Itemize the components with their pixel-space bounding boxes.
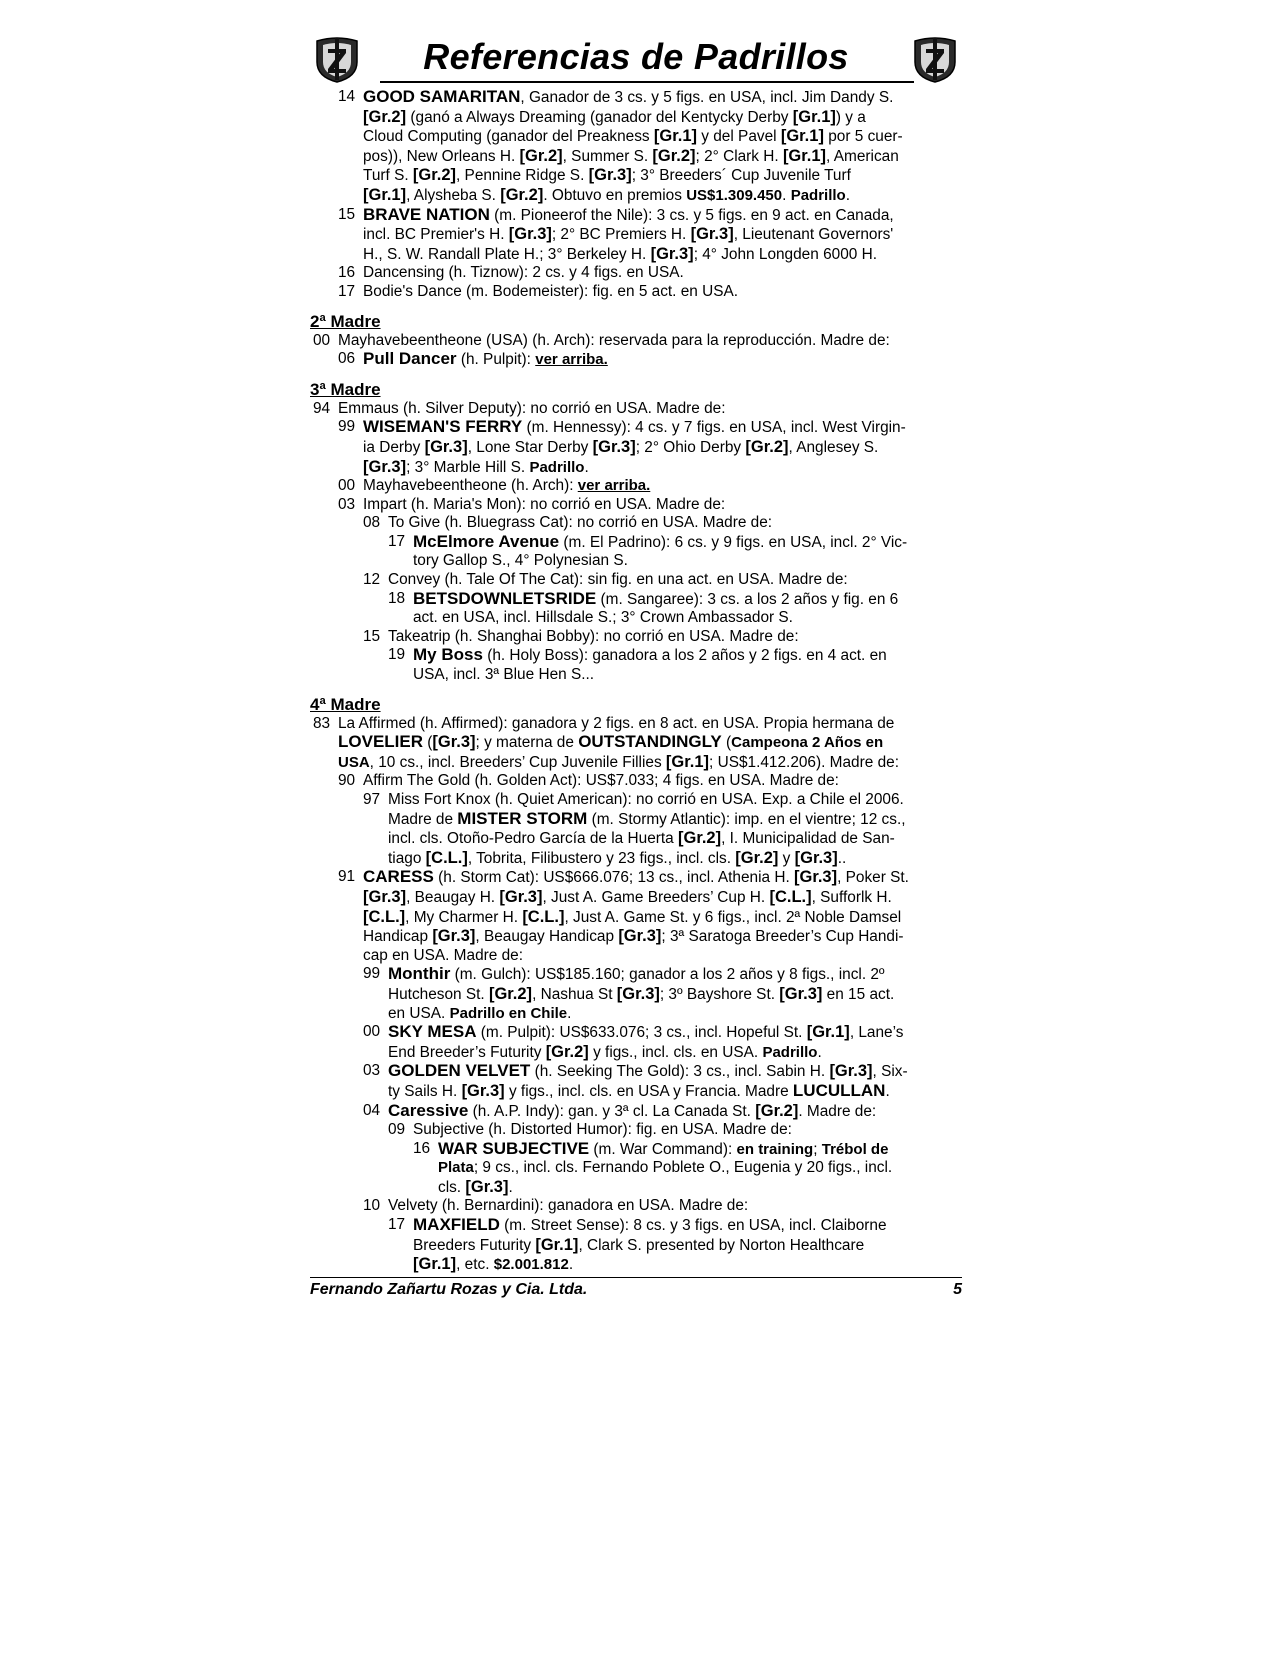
- text-line: [310, 477, 962, 496]
- text-segment: ; 2° Ohio Derby: [635, 438, 746, 456]
- text-segment: Convey (h. Tale Of The Cat): sin fig. en una act. en USA. Madre de:: [388, 571, 848, 589]
- text-segment: Miss Fort Knox (h. Quiet American): no corrió en USA. Exp. a Chile el 2006.: [388, 791, 904, 808]
- horse-name: Monthir: [388, 964, 451, 984]
- text-segment: . Madre de:: [798, 1102, 877, 1120]
- entry-year: 91: [338, 868, 356, 886]
- text-segment: ) y a: [835, 108, 866, 126]
- grade-label: [C.L.]: [769, 887, 812, 906]
- text-segment: , Ganador de 3 cs. y 5 figs. en USA, incl. Jim Dandy S.: [520, 89, 894, 106]
- text-line: [310, 514, 962, 533]
- text-segment: (m. Stormy Atlantic): imp. en el vientre; 12 cs.,: [587, 810, 906, 828]
- text-segment: en training: [736, 1140, 814, 1158]
- text-segment: , Poker St.: [837, 869, 909, 887]
- text-segment: incl. BC Premier's H.: [363, 226, 509, 244]
- text-segment: ; 2° Clark H.: [695, 147, 783, 165]
- text-line: [310, 715, 962, 734]
- grade-label: [Gr.3]: [592, 437, 636, 456]
- text-segment: , American: [826, 147, 899, 165]
- text-segment: .: [845, 186, 850, 204]
- text-line: [310, 186, 962, 206]
- text-segment: ..: [837, 849, 847, 867]
- entry-year: 18: [388, 589, 406, 607]
- text-line: [310, 628, 962, 647]
- text-line: [310, 1102, 962, 1122]
- text-segment: , Lone Star Derby: [467, 438, 593, 456]
- text-line: [310, 609, 962, 628]
- text-segment: ver arriba.: [535, 351, 608, 369]
- page-title: Referencias de Padrillos: [423, 36, 849, 77]
- text-segment: Madre de: [388, 810, 458, 828]
- text-segment: (h. Holy Boss): ganadora a los 2 años y 2 figs. en 4 act. en: [482, 647, 887, 665]
- text-segment: (m. Gulch): US$185.160; ganador a los 2 años y 8 figs., incl. 2º: [450, 966, 885, 984]
- text-line: [310, 1062, 962, 1082]
- text-segment: ; 4° John Longden 6000 H.: [693, 245, 877, 263]
- text-line: [310, 88, 962, 108]
- text-segment: ty Sails H.: [388, 1082, 462, 1100]
- text-segment: cls.: [438, 1178, 466, 1196]
- grade-label: [Gr.1]: [806, 1023, 850, 1042]
- text-line: [310, 1236, 962, 1256]
- text-line: [310, 245, 962, 265]
- text-line: [310, 965, 962, 985]
- grade-label: [Gr.3]: [363, 887, 407, 906]
- text-segment: , Lieutenant Governors': [733, 226, 894, 244]
- text-segment: ; y materna de: [475, 734, 579, 752]
- text-segment: Campeona 2 Años en: [731, 734, 884, 752]
- grade-label: [Gr.3]: [465, 1177, 509, 1196]
- text-segment: Breeders Futurity: [413, 1236, 536, 1254]
- text-segment: Turf S.: [363, 167, 413, 185]
- grade-label: [Gr.3]: [794, 868, 838, 887]
- horse-name: MAXFIELD: [413, 1215, 500, 1235]
- text-line: [310, 888, 962, 908]
- text-segment: ;: [813, 1140, 822, 1158]
- text-segment: (h. A.P. Indy): gan. y 3ª cl. La Canada St.: [468, 1102, 756, 1120]
- pedigree-content: [310, 88, 962, 1275]
- text-segment: (h. Storm Cat): US$666.076; 13 cs., incl. Athenia H.: [433, 869, 794, 887]
- text-segment: . Obtuvo en premios: [543, 186, 687, 204]
- section-heading: 4ª Madre: [310, 694, 381, 714]
- entry-year: 15: [338, 205, 356, 223]
- text-segment: $2.001.812: [493, 1256, 569, 1274]
- grade-label: [Gr.1]: [780, 127, 824, 146]
- horse-name: LOVELIER: [338, 732, 424, 752]
- text-line: [310, 753, 962, 773]
- entry-year: 16: [413, 1139, 431, 1157]
- entry-year: 16: [338, 264, 356, 282]
- horse-name: LUCULLAN: [792, 1080, 886, 1100]
- text-segment: , Alysheba S.: [406, 186, 501, 204]
- text-line: [310, 458, 962, 478]
- text-segment: y del Pavel: [697, 128, 781, 146]
- text-line: [310, 147, 962, 167]
- text-segment: , I. Municipalidad de San-: [721, 830, 895, 848]
- text-line: [310, 1043, 962, 1063]
- text-line: [310, 166, 962, 186]
- text-line: [310, 225, 962, 245]
- text-segment: ; 3° Marble Hill S.: [406, 458, 530, 476]
- text-line: [310, 418, 962, 438]
- text-line: [310, 1159, 962, 1178]
- text-segment: , Sufforlk H.: [811, 888, 892, 906]
- horse-name: Caressive: [388, 1100, 469, 1120]
- text-segment: Mayhavebeentheone (h. Arch):: [363, 477, 578, 495]
- text-line: [310, 1023, 962, 1043]
- grade-label: [Gr.2]: [412, 166, 456, 185]
- text-segment: .: [885, 1082, 890, 1100]
- text-segment: en 15 act.: [822, 985, 895, 1003]
- text-segment: Handicap: [363, 928, 433, 946]
- entry-year: 00: [313, 331, 331, 349]
- text-segment: US$1.309.450: [686, 186, 783, 204]
- text-line: [310, 772, 962, 791]
- entry-year: 90: [338, 772, 356, 790]
- text-line: [310, 350, 962, 370]
- text-segment: , Clark S. presented by Norton Healthcare: [578, 1236, 865, 1254]
- grade-label: [Gr.1]: [363, 185, 407, 204]
- text-segment: tory Gallop S., 4° Polynesian S.: [413, 552, 628, 570]
- entry-year: 03: [363, 1062, 381, 1080]
- grade-label: [Gr.2]: [735, 848, 779, 867]
- text-line: [310, 206, 962, 226]
- text-segment: ; 9 cs., incl. cls. Fernando Poblete O., Eugenia y 20 figs., incl.: [473, 1159, 893, 1177]
- text-segment: (ganó a Always Dreaming (ganador del Kentycky Derby: [406, 108, 793, 126]
- entry-year: 17: [388, 1216, 406, 1234]
- text-segment: , Nashua St: [532, 985, 617, 1003]
- entry-year: 00: [338, 477, 356, 495]
- text-segment: Subjective (h. Distorted Humor): fig. en USA. Madre de:: [413, 1121, 792, 1139]
- text-segment: .: [567, 1004, 572, 1022]
- text-segment: To Give (h. Bluegrass Cat): no corrió en USA. Madre de:: [388, 514, 773, 532]
- text-segment: , Six-: [872, 1063, 908, 1081]
- text-segment: Emmaus (h. Silver Deputy): no corrió en USA. Madre de:: [338, 399, 726, 417]
- text-line: [310, 849, 962, 869]
- text-line: [310, 496, 962, 515]
- text-line: [310, 108, 962, 128]
- horse-name: SKY MESA: [388, 1022, 477, 1042]
- text-segment: ; 2° BC Premiers H.: [551, 226, 691, 244]
- text-segment: (m. Street Sense): 8 cs. y 3 figs. en USA, incl. Claiborne: [499, 1217, 887, 1235]
- grade-label: [C.L.]: [522, 907, 565, 926]
- text-line: [310, 810, 962, 830]
- text-segment: por 5 cuer-: [823, 128, 903, 146]
- horse-name: MISTER STORM: [457, 808, 588, 828]
- grade-label: [Gr.1]: [665, 752, 710, 771]
- grade-label: [Gr.3]: [363, 457, 407, 476]
- grade-label: [Gr.1]: [792, 107, 836, 126]
- text-segment: Cloud Computing (ganador del Preakness: [363, 128, 654, 146]
- text-line: [310, 791, 962, 810]
- grade-label: [Gr.3]: [499, 887, 543, 906]
- grade-label: [C.L.]: [425, 848, 468, 867]
- text-line: [310, 733, 962, 753]
- text-segment: (m. El Padrino): 6 cs. y 9 figs. en USA, incl. 2° Vic-: [559, 533, 908, 551]
- entry-year: 03: [338, 495, 356, 513]
- grade-label: [Gr.1]: [413, 1255, 457, 1274]
- entry-year: 99: [363, 965, 381, 983]
- grade-label: [Gr.3]: [650, 244, 694, 263]
- text-line: [310, 332, 962, 351]
- text-segment: , Beaugay Handicap: [475, 928, 619, 946]
- text-segment: ; 3ª Saratoga Breeder’s Cup Handi-: [661, 928, 904, 946]
- text-segment: , 10 cs., incl. Breeders’ Cup Juvenile Fillies: [369, 753, 666, 771]
- entry-year: 99: [338, 418, 356, 436]
- entry-year: 97: [363, 791, 381, 808]
- entry-year: 09: [388, 1121, 406, 1139]
- grade-label: [Gr.1]: [535, 1235, 579, 1254]
- horse-name: GOLDEN VELVET: [388, 1061, 531, 1081]
- text-line: [310, 1082, 962, 1102]
- entry-year: 94: [313, 399, 331, 417]
- horse-name: WAR SUBJECTIVE: [438, 1138, 590, 1158]
- text-segment: , Anglesey S.: [788, 438, 879, 456]
- text-segment: y figs., incl. cls. en USA.: [588, 1043, 763, 1061]
- text-segment: , Beaugay H.: [406, 888, 500, 906]
- grade-label: [Gr.3]: [424, 437, 468, 456]
- grade-label: [Gr.2]: [545, 1042, 589, 1061]
- text-segment: Affirm The Gold (h. Golden Act): US$7.033; 4 figs. en USA. Madre de:: [363, 772, 839, 790]
- horse-name: WISEMAN'S FERRY: [363, 417, 523, 437]
- text-segment: Takeatrip (h. Shanghai Bobby): no corrió en USA. Madre de:: [388, 627, 799, 645]
- text-segment: Padrillo: [790, 186, 846, 204]
- grade-label: [Gr.2]: [652, 146, 696, 165]
- text-line: [310, 947, 962, 966]
- text-segment: , etc.: [456, 1256, 494, 1274]
- text-line: [310, 646, 962, 666]
- text-segment: (m. Pioneerof the Nile): 3 cs. y 5 figs. en 9 act. en Canada,: [489, 206, 894, 224]
- text-segment: incl. cls. Otoño-Pedro García de la Huerta: [388, 830, 678, 848]
- grade-label: [Gr.1]: [653, 127, 697, 146]
- text-segment: y: [778, 849, 795, 867]
- text-segment: , Just A. Game Breeders’ Cup H.: [542, 888, 770, 906]
- header-rule: [380, 81, 914, 83]
- horse-name: GOOD SAMARITAN: [363, 87, 521, 106]
- text-segment: (h. Pulpit):: [456, 351, 536, 369]
- grade-label: [Gr.2]: [363, 107, 407, 126]
- entry-year: 17: [338, 282, 356, 300]
- text-segment: (m. War Command):: [589, 1140, 737, 1158]
- grade-label: [Gr.3]: [616, 984, 660, 1003]
- text-line: [310, 590, 962, 610]
- text-segment: .: [508, 1178, 513, 1196]
- text-line: [310, 1197, 962, 1216]
- text-segment: (m. Pulpit): US$633.076; 3 cs., incl. Hopeful St.: [476, 1024, 807, 1042]
- entry-year: 17: [388, 532, 406, 550]
- text-line: [310, 1140, 962, 1160]
- grade-label: [Gr.3]: [588, 166, 632, 185]
- text-segment: Mayhavebeentheone (USA) (h. Arch): reservada para la reproducción. Madre de:: [338, 331, 890, 349]
- entry-year: 00: [363, 1023, 381, 1041]
- text-segment: Hutcheson St.: [388, 985, 489, 1003]
- text-segment: USA: [338, 753, 370, 771]
- text-segment: Padrillo: [762, 1043, 818, 1061]
- text-line: [310, 868, 962, 888]
- text-segment: Dancensing (h. Tiznow): 2 cs. y 4 figs. en USA.: [363, 264, 684, 282]
- text-line: [310, 1005, 962, 1024]
- text-segment: , Just A. Game St. y 6 figs., incl. 2ª Noble Damsel: [564, 908, 902, 926]
- text-line: [310, 127, 962, 147]
- grade-label: [Gr.3]: [508, 225, 552, 244]
- text-segment: , My Charmer H.: [405, 908, 523, 926]
- text-segment: ia Derby: [363, 438, 425, 456]
- text-segment: .: [782, 186, 791, 204]
- grade-label: [Gr.2]: [755, 1101, 799, 1120]
- grade-label: [Gr.3]: [618, 927, 662, 946]
- text-segment: (h. Seeking The Gold): 3 cs., incl. Sabin H.: [530, 1063, 830, 1081]
- grade-label: [Gr.3]: [461, 1081, 505, 1100]
- entry-year: 12: [363, 571, 381, 589]
- horse-name: BETSDOWNLETSRIDE: [413, 588, 597, 608]
- text-line: [310, 1178, 962, 1198]
- text-line: [310, 1255, 962, 1275]
- grade-label: [Gr.3]: [432, 927, 476, 946]
- text-line: [310, 666, 962, 685]
- entry-year: 19: [388, 646, 406, 664]
- text-line: [310, 1216, 962, 1236]
- grade-label: [Gr.1]: [782, 146, 827, 165]
- section-heading: 2ª Madre: [310, 311, 381, 331]
- grade-label: [Gr.3]: [794, 848, 838, 867]
- entry-year: 04: [363, 1101, 381, 1119]
- horse-name: OUTSTANDINGLY: [578, 732, 722, 752]
- text-segment: Velvety (h. Bernardini): ganadora en USA. Madre de:: [388, 1197, 749, 1215]
- text-segment: cap en USA. Madre de:: [363, 946, 523, 964]
- text-line: [310, 927, 962, 947]
- text-segment: , Pennine Ridge S.: [456, 167, 589, 185]
- grade-label: [Gr.2]: [519, 146, 563, 165]
- footer-company: Fernando Zañartu Rozas y Cia. Ltda.: [310, 1280, 588, 1298]
- text-segment: (: [721, 734, 732, 752]
- grade-label: [Gr.3]: [829, 1062, 873, 1081]
- text-segment: act. en USA, incl. Hillsdale S.; 3° Crown Ambassador S.: [413, 609, 793, 627]
- horse-name: My Boss: [413, 645, 483, 665]
- text-segment: .: [584, 458, 589, 476]
- zr-logo-icon: [912, 35, 958, 83]
- text-segment: .: [568, 1256, 574, 1274]
- text-line: [310, 571, 962, 590]
- text-segment: ; 3º Bayshore St.: [659, 985, 780, 1003]
- text-segment: , Tobrita, Filibustero y 23 figs., incl. cls.: [467, 849, 736, 867]
- text-line: [310, 1121, 962, 1140]
- entry-year: 06: [338, 350, 356, 368]
- text-segment: ver arriba.: [577, 477, 651, 495]
- text-line: [310, 908, 962, 928]
- text-line: [310, 400, 962, 419]
- text-segment: Padrillo en Chile: [449, 1004, 568, 1022]
- section-heading: 3ª Madre: [310, 379, 381, 399]
- text-segment: , Lane’s: [849, 1024, 904, 1042]
- text-segment: Plata: [438, 1159, 474, 1177]
- text-segment: tiago: [388, 849, 426, 867]
- page-footer: [310, 1277, 962, 1299]
- text-segment: USA, incl. 3ª Blue Hen S...: [413, 666, 595, 684]
- grade-label: [Gr.3]: [432, 733, 476, 752]
- grade-label: [Gr.2]: [745, 437, 789, 456]
- horse-name: Pull Dancer: [363, 349, 457, 369]
- text-segment: Padrillo: [529, 458, 585, 476]
- text-segment: .: [817, 1043, 822, 1061]
- text-segment: ; US$1.412.206). Madre de:: [709, 753, 899, 771]
- text-segment: H., S. W. Randall Plate H.; 3° Berkeley H.: [363, 245, 651, 263]
- text-line: [310, 283, 962, 302]
- text-line: [310, 533, 962, 553]
- text-line: [310, 985, 962, 1005]
- page-header: [310, 30, 962, 82]
- horse-name: CARESS: [363, 867, 434, 887]
- grade-label: [Gr.2]: [500, 185, 544, 204]
- entry-year: 10: [363, 1197, 381, 1215]
- text-segment: en USA.: [388, 1004, 450, 1022]
- grade-label: [Gr.3]: [779, 984, 823, 1003]
- entry-year: 83: [313, 714, 331, 732]
- entry-year: 15: [363, 627, 381, 645]
- entry-year: 08: [363, 514, 381, 532]
- text-segment: Impart (h. Maria's Mon): no corrió en USA. Madre de:: [363, 495, 726, 513]
- text-line: [310, 552, 962, 571]
- text-segment: , Summer S.: [562, 147, 653, 165]
- entry-year: 14: [338, 88, 356, 105]
- text-segment: La Affirmed (h. Affirmed): ganadora y 2 figs. en 8 act. en USA. Propia hermana de: [338, 714, 895, 732]
- text-segment: (m. Hennessy): 4 cs. y 7 figs. en USA, incl. West Virgin-: [522, 419, 906, 437]
- horse-name: BRAVE NATION: [363, 204, 490, 224]
- text-segment: y figs., incl. cls. en USA y Francia. Madre: [504, 1082, 793, 1100]
- text-line: [310, 829, 962, 849]
- text-segment: (: [423, 734, 433, 752]
- grade-label: [Gr.2]: [488, 984, 533, 1003]
- text-segment: End Breeder’s Futurity: [388, 1043, 546, 1061]
- text-line: [310, 438, 962, 458]
- grade-label: [Gr.3]: [690, 225, 734, 244]
- text-segment: ; 3° Breeders´ Cup Juvenile Turf: [631, 167, 851, 185]
- grade-label: [Gr.2]: [678, 829, 722, 848]
- page-number: 5: [953, 1280, 962, 1298]
- text-segment: (m. Sangaree): 3 cs. a los 2 años y fig. en 6: [596, 590, 899, 608]
- text-segment: Bodie's Dance (m. Bodemeister): fig. en 5 act. en USA.: [363, 282, 739, 300]
- text-line: [310, 264, 962, 283]
- horse-name: McElmore Avenue: [413, 531, 560, 551]
- text-segment: Trébol de: [821, 1140, 889, 1158]
- text-segment: pos)), New Orleans H.: [363, 147, 520, 165]
- page: [310, 30, 962, 1299]
- grade-label: [C.L.]: [363, 907, 406, 926]
